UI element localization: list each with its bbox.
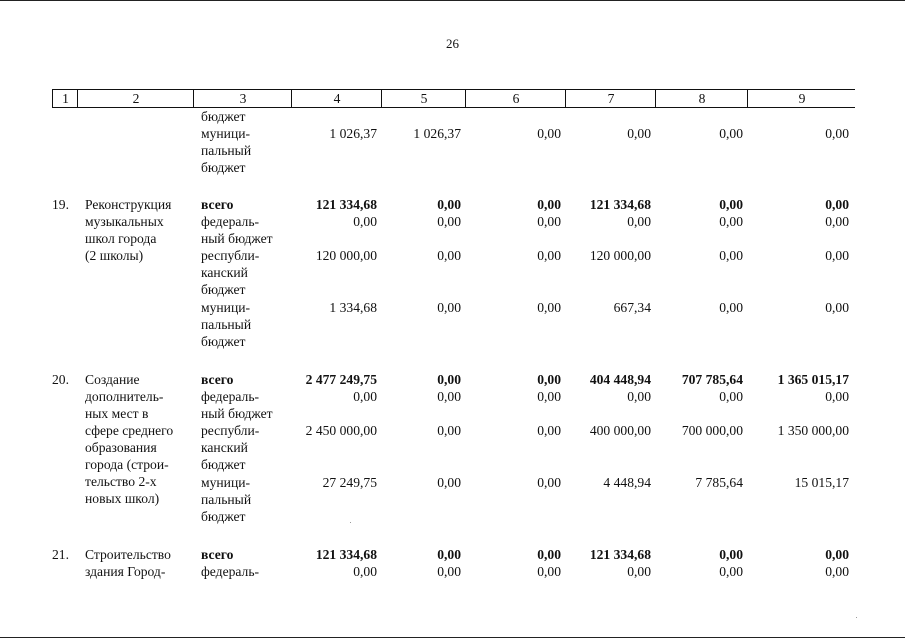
- total-col9: 0,00: [825, 197, 849, 212]
- source-line: муници-: [201, 126, 251, 141]
- name-line: (2 школы): [85, 248, 144, 263]
- total-col6: 0,00: [537, 372, 561, 387]
- value-col4: 0,00: [353, 564, 377, 579]
- value-col6: 0,00: [537, 214, 561, 229]
- name-line: новых школ): [85, 491, 160, 506]
- total-col4: 121 334,68: [315, 197, 377, 212]
- source-line: бюджет: [201, 457, 246, 472]
- total-col7: 404 448,94: [589, 372, 651, 387]
- header-cell-2: 2: [77, 90, 194, 107]
- name-line: сфере среднего: [85, 423, 174, 438]
- item-number: 21.: [52, 547, 69, 562]
- name-line: школ города: [85, 231, 157, 246]
- scan-speck: [350, 522, 351, 523]
- value-col6: 0,00: [537, 126, 561, 141]
- source-line: канский: [201, 265, 248, 280]
- total-col9: 1 365 015,17: [777, 372, 849, 387]
- source-line: муници-: [201, 300, 251, 315]
- value-col8: 0,00: [719, 389, 743, 404]
- name-line: тельство 2-х: [85, 474, 157, 489]
- total-col4: 121 334,68: [315, 547, 377, 562]
- value-col7: 0,00: [627, 389, 651, 404]
- value-col7: 667,34: [613, 300, 651, 315]
- value-col9: 0,00: [825, 564, 849, 579]
- total-col5: 0,00: [437, 547, 461, 562]
- total-col8: 0,00: [719, 547, 743, 562]
- source-line: пальный: [201, 143, 252, 158]
- value-col6: 0,00: [537, 300, 561, 315]
- total-col4: 2 477 249,75: [305, 372, 377, 387]
- bottom-edge-line: [0, 637, 905, 638]
- total-label: всего: [201, 547, 234, 562]
- value-col8: 700 000,00: [681, 423, 743, 438]
- value-col5: 0,00: [437, 389, 461, 404]
- value-col9: 1 350 000,00: [777, 423, 849, 438]
- value-col5: 0,00: [437, 564, 461, 579]
- header-cell-1: 1: [52, 90, 78, 107]
- value-col9: 0,00: [825, 248, 849, 263]
- name-line: дополнитель-: [85, 389, 164, 404]
- total-col9: 0,00: [825, 547, 849, 562]
- value-col9: 0,00: [825, 300, 849, 315]
- source-line: ный бюджет: [201, 406, 273, 421]
- source-line: федераль-: [201, 214, 260, 229]
- name-line: образования: [85, 440, 157, 455]
- value-col4: 1 334,68: [329, 300, 377, 315]
- value-col8: 7 785,64: [695, 475, 743, 490]
- total-col7: 121 334,68: [589, 547, 651, 562]
- value-col4: 0,00: [353, 214, 377, 229]
- value-col4: 120 000,00: [315, 248, 377, 263]
- total-col8: 707 785,64: [681, 372, 743, 387]
- source-line: канский: [201, 440, 248, 455]
- value-col5: 0,00: [437, 475, 461, 490]
- name-line: здания Город-: [85, 564, 166, 579]
- name-line: ных мест в: [85, 406, 149, 421]
- name-line: города (строи-: [85, 457, 169, 472]
- header-cell-9: 9: [747, 90, 856, 107]
- source-line: ный бюджет: [201, 231, 273, 246]
- scan-speck: [856, 617, 857, 618]
- value-col5: 0,00: [437, 248, 461, 263]
- total-col5: 0,00: [437, 372, 461, 387]
- value-col9: 0,00: [825, 214, 849, 229]
- source-line: бюджет: [201, 109, 246, 124]
- total-label: всего: [201, 197, 234, 212]
- header-cell-3: 3: [193, 90, 292, 107]
- source-line: федераль-: [201, 564, 260, 579]
- value-col8: 0,00: [719, 300, 743, 315]
- value-col7: 0,00: [627, 564, 651, 579]
- header-cell-8: 8: [655, 90, 748, 107]
- value-col7: 4 448,94: [603, 475, 651, 490]
- header-cell-5: 5: [381, 90, 466, 107]
- item-number: 19.: [52, 197, 69, 212]
- value-col9: 15 015,17: [794, 475, 849, 490]
- value-col8: 0,00: [719, 214, 743, 229]
- value-col6: 0,00: [537, 475, 561, 490]
- source-line: республи-: [201, 248, 260, 263]
- value-col5: 0,00: [437, 423, 461, 438]
- value-col7: 0,00: [627, 126, 651, 141]
- value-col4: 0,00: [353, 389, 377, 404]
- total-col8: 0,00: [719, 197, 743, 212]
- total-col7: 121 334,68: [589, 197, 651, 212]
- value-col4: 1 026,37: [329, 126, 377, 141]
- value-col6: 0,00: [537, 389, 561, 404]
- source-line: федераль-: [201, 389, 260, 404]
- source-line: бюджет: [201, 282, 246, 297]
- value-col4: 27 249,75: [322, 475, 377, 490]
- value-col7: 0,00: [627, 214, 651, 229]
- top-edge-line: [0, 0, 905, 1]
- value-col8: 0,00: [719, 248, 743, 263]
- name-line: Создание: [85, 372, 140, 387]
- total-col6: 0,00: [537, 547, 561, 562]
- item-number: 20.: [52, 372, 69, 387]
- source-line: пальный: [201, 492, 252, 507]
- value-col7: 400 000,00: [589, 423, 651, 438]
- total-label: всего: [201, 372, 234, 387]
- value-col7: 120 000,00: [589, 248, 651, 263]
- source-line: пальный: [201, 317, 252, 332]
- value-col6: 0,00: [537, 248, 561, 263]
- value-col6: 0,00: [537, 423, 561, 438]
- header-cell-7: 7: [565, 90, 656, 107]
- value-col9: 0,00: [825, 126, 849, 141]
- page-number: 26: [446, 36, 459, 51]
- value-col8: 0,00: [719, 126, 743, 141]
- source-line: бюджет: [201, 160, 246, 175]
- source-line: бюджет: [201, 509, 246, 524]
- source-line: бюджет: [201, 334, 246, 349]
- value-col4: 2 450 000,00: [305, 423, 377, 438]
- source-line: муници-: [201, 475, 251, 490]
- value-col6: 0,00: [537, 564, 561, 579]
- header-cell-6: 6: [465, 90, 566, 107]
- header-cell-4: 4: [291, 90, 382, 107]
- value-col8: 0,00: [719, 564, 743, 579]
- value-col9: 0,00: [825, 389, 849, 404]
- source-line: республи-: [201, 423, 260, 438]
- name-line: музыкальных: [85, 214, 164, 229]
- table-header-row: [52, 89, 855, 108]
- total-col5: 0,00: [437, 197, 461, 212]
- value-col5: 0,00: [437, 214, 461, 229]
- value-col5: 0,00: [437, 300, 461, 315]
- name-line: Реконструкция: [85, 197, 172, 212]
- total-col6: 0,00: [537, 197, 561, 212]
- name-line: Строительство: [85, 547, 171, 562]
- value-col5: 1 026,37: [413, 126, 461, 141]
